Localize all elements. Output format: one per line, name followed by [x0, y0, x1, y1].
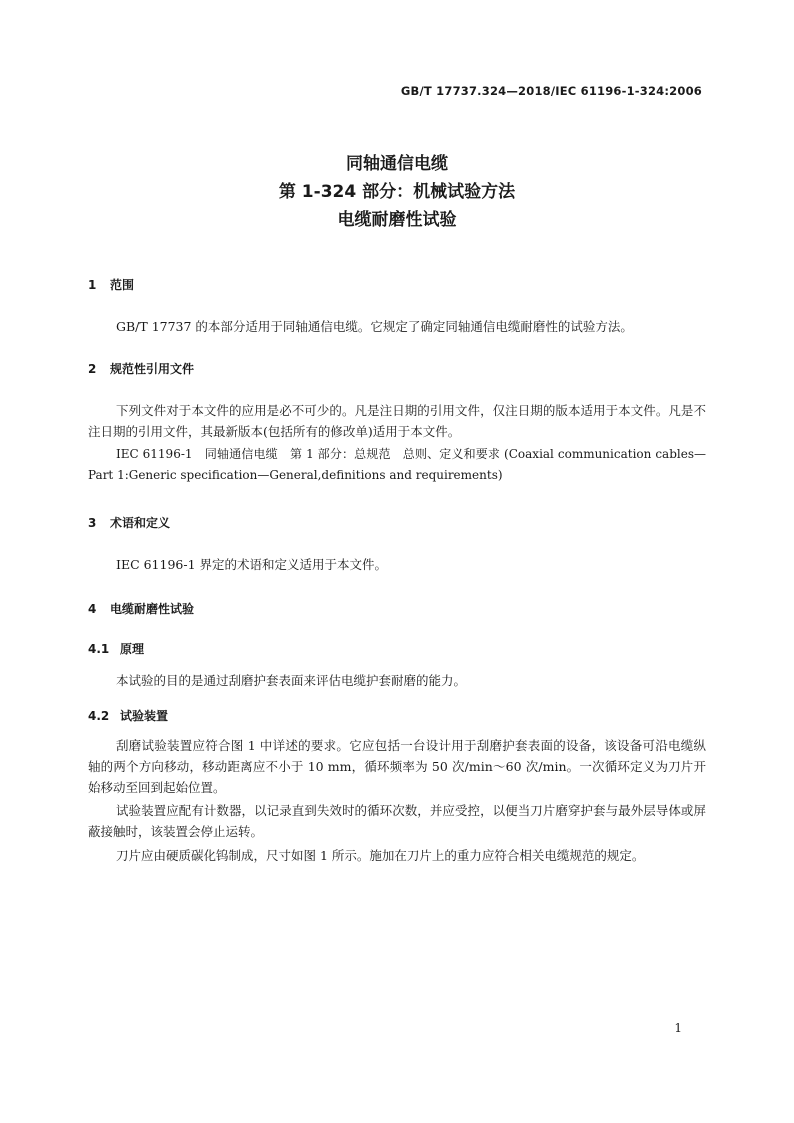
section-4-2-paragraph-3: 刀片应由硬质碳化钨制成，尺寸如图 1 所示。施加在刀片上的重力应符合相关电缆规范的规定。 [116, 848, 645, 863]
section-1-heading [88, 276, 134, 293]
section-number: 4.2 [88, 709, 110, 723]
section-4-2-paragraph-1: 刮磨试验装置应符合图 1 中详述的要求。它应包括一台设计用于刮磨护套表面的设备，该设备可沿电缆纵轴的两个方向移动，移动距离应不小于 10 mm，循环频率为 50 次/min～60 次/min。一次循环定义为刀片开始移动至回到起始位置。 [88, 738, 706, 795]
section-title: 试验装置 [120, 709, 169, 723]
section-number: 2 [88, 362, 97, 376]
document-title [0, 150, 794, 234]
title-line-2: 第 1-324 部分：机械试验方法 [278, 182, 516, 202]
page-number: 1 [674, 1021, 682, 1035]
section-number: 4 [88, 602, 97, 616]
section-number: 3 [88, 516, 97, 530]
section-title: 原理 [120, 642, 145, 656]
section-4-2-paragraph-2: 试验装置应配有计数器，以记录直到失效时的循环次数，并应受控，以便当刀片磨穿护套与最外层导体或屏蔽接触时，该装置会停止运转。 [88, 803, 706, 839]
section-4-heading [88, 600, 194, 617]
section-title: 电缆耐磨性试验 [110, 602, 195, 616]
section-2-reference: IEC 61196-1 同轴通信电缆 第 1 部分：总规范 总则、定义和要求 (Coaxial communication cables—Part 1:Generic specification—General,definitions and requirements) [88, 447, 706, 482]
section-1-paragraph: GB/T 17737 的本部分适用于同轴通信电缆。它规定了确定同轴通信电缆耐磨性的试验方法。 [116, 319, 633, 334]
section-4-1-paragraph: 本试验的目的是通过刮磨护套表面来评估电缆护套耐磨的能力。 [116, 673, 467, 688]
section-title: 术语和定义 [110, 516, 171, 530]
section-4-2-heading [88, 707, 168, 724]
section-title: 规范性引用文件 [110, 362, 195, 376]
section-2-paragraph-1: 下列文件对于本文件的应用是必不可少的。凡是注日期的引用文件，仅注日期的版本适用于本文件。凡是不注日期的引用文件，其最新版本(包括所有的修改单)适用于本文件。 [88, 403, 706, 439]
section-title: 范围 [110, 278, 135, 292]
standard-identifier: GB/T 17737.324—2018/IEC 61196-1-324:2006 [400, 84, 702, 98]
section-2-heading [88, 360, 194, 377]
title-line-1: 同轴通信电缆 [346, 154, 448, 174]
section-4-1-heading [88, 640, 144, 657]
section-number: 4.1 [88, 642, 110, 656]
section-3-paragraph: IEC 61196-1 界定的术语和定义适用于本文件。 [116, 557, 388, 572]
title-line-3: 电缆耐磨性试验 [337, 210, 457, 230]
section-number: 1 [88, 278, 97, 292]
section-3-heading [88, 514, 170, 531]
